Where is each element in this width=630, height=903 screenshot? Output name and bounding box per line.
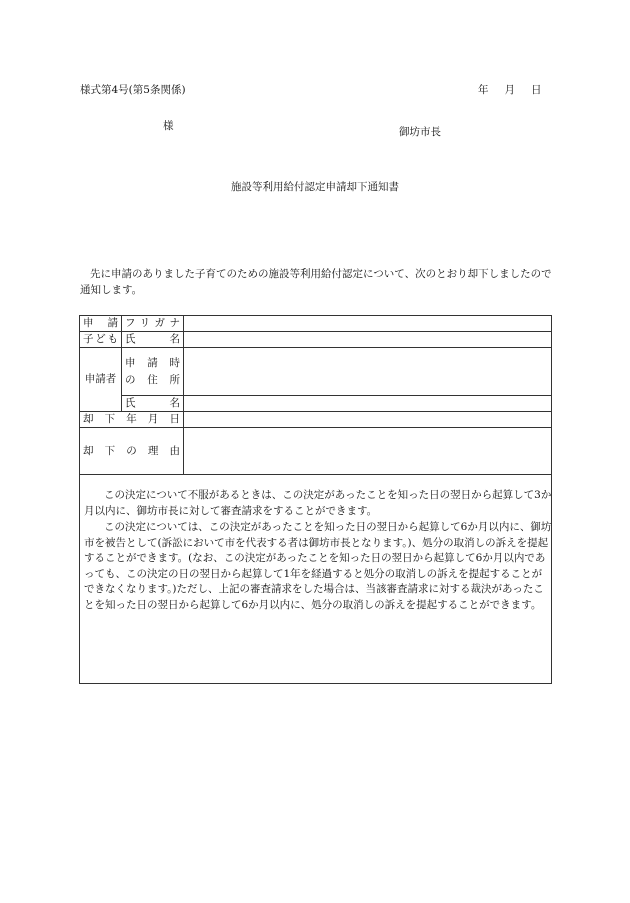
addressee-suffix: 様 bbox=[163, 120, 174, 132]
notice-paragraph-2: この決定については、この決定があったことを知った日の翌日から起算して6か月以内に、御坊市を被告として(訴訟において市を代表する者は御坊市長となります。)、処分の取消しの訴えを提起することができます。(なお、この決定があったことを知った日の翌日から起算して6か月以内であっても、この決定の日の翌日から起算して1年を経過すると処分の取消しの訴えを提起することができなくなります。)ただし、上記の審査請求をした場合は、当該審査請求に対する裁決があったことを知った日の翌日から起算して6か月以内に、処分の取消しの訴えを提起することができます。 bbox=[84, 521, 552, 611]
address-label-line-1: 申 請 時 bbox=[125, 356, 180, 369]
address-value-cell bbox=[184, 348, 552, 396]
rejection-date-label: 却 下 年 月 日 bbox=[80, 412, 184, 428]
application-table bbox=[79, 315, 552, 475]
rejection-reason-value-cell bbox=[184, 428, 552, 475]
notice-paragraph-1: この決定について不服があるときは、この決定があったことを知った日の翌日から起算して3か月以内に、御坊市長に対して審査請求をすることができます。 bbox=[84, 489, 552, 517]
furigana-label: フリガナ bbox=[122, 316, 184, 332]
child-label-2: 子ども bbox=[80, 332, 122, 348]
intro-text: 先に申請のありました子育てのための施設等利用給付認定について、次のとおり却下しましたので通知します。 bbox=[80, 268, 552, 296]
rejection-reason-label: 却 下 の 理 由 bbox=[80, 428, 184, 475]
form-number-label: 様式第4号(第5条関係) bbox=[80, 84, 186, 96]
issuer-name: 御坊市長 bbox=[399, 126, 441, 138]
applicant-label: 申請者 bbox=[80, 348, 122, 412]
child-label-1: 申 請 bbox=[80, 316, 122, 332]
appeal-notice-box bbox=[79, 474, 552, 684]
date-line bbox=[478, 82, 542, 97]
applicant-name-label: 氏 名 bbox=[122, 396, 184, 412]
address-label-cell bbox=[122, 348, 184, 396]
child-name-value-cell bbox=[184, 332, 552, 348]
document-title: 施設等利用給付認定申請却下通知書 bbox=[231, 181, 399, 193]
date-day-label: 日 bbox=[531, 84, 542, 96]
date-month-label: 月 bbox=[504, 84, 515, 96]
furigana-value-cell bbox=[184, 316, 552, 332]
child-name-label: 氏 名 bbox=[122, 332, 184, 348]
applicant-name-value-cell bbox=[184, 396, 552, 412]
date-year-label: 年 bbox=[478, 84, 489, 96]
address-label-line-2: の 住 所 bbox=[125, 373, 180, 386]
rejection-date-value-cell bbox=[184, 412, 552, 428]
